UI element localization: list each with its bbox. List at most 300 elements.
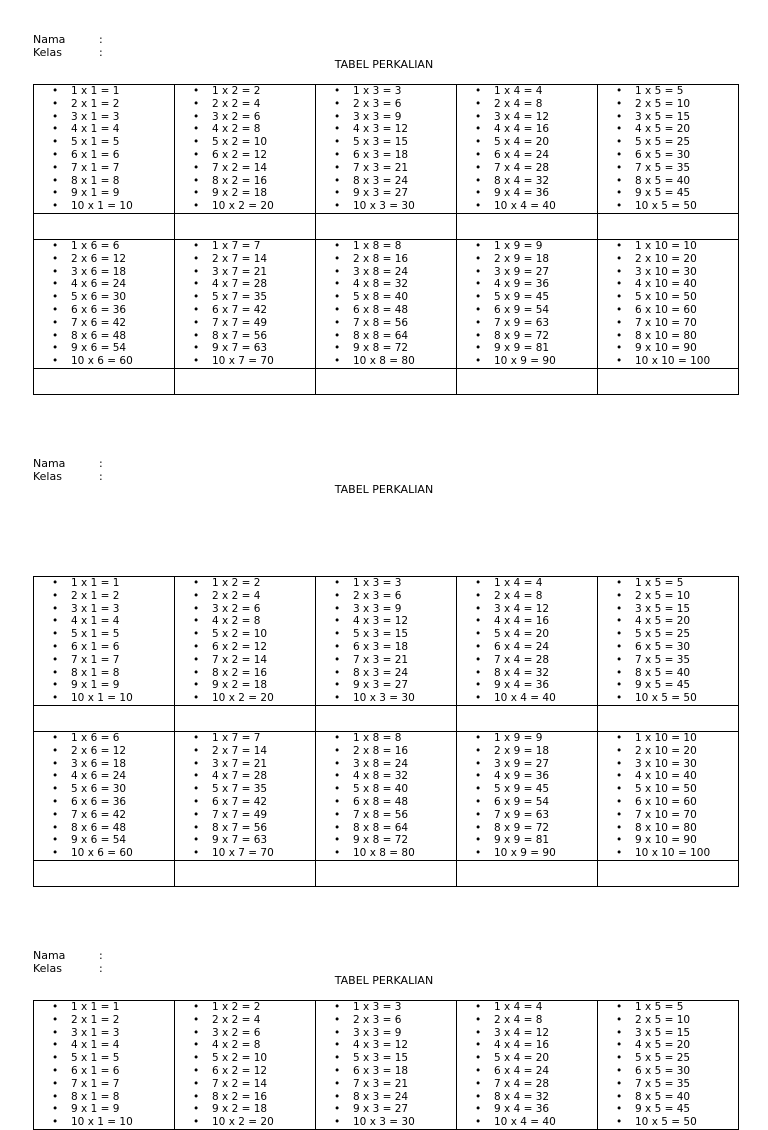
bullet-icon: • xyxy=(52,329,59,342)
bullet-icon: • xyxy=(334,252,341,265)
multiplication-fact: 5 x 8 = 40 xyxy=(353,783,409,796)
multiplication-list xyxy=(316,732,456,860)
column-x5 xyxy=(598,85,739,214)
multiplication-fact: 7 x 3 = 21 xyxy=(353,1077,409,1090)
multiplication-fact: 1 x 1 = 1 xyxy=(71,85,120,97)
bullet-icon: • xyxy=(334,187,341,200)
bullet-icon: • xyxy=(334,316,341,329)
list-item xyxy=(52,111,174,124)
list-item xyxy=(52,162,174,175)
bullet-icon: • xyxy=(193,355,200,368)
list-item xyxy=(616,615,738,628)
multiplication-fact: 8 x 1 = 8 xyxy=(71,1090,120,1103)
multiplication-fact: 9 x 4 = 36 xyxy=(494,679,550,692)
list-item xyxy=(334,770,456,783)
list-item xyxy=(475,355,597,368)
list-item xyxy=(193,200,315,213)
bullet-icon: • xyxy=(52,692,59,705)
blank-cell xyxy=(34,860,175,886)
multiplication-fact: 5 x 10 = 50 xyxy=(635,783,697,796)
bullet-icon: • xyxy=(52,355,59,368)
multiplication-table xyxy=(33,576,739,887)
multiplication-fact: 9 x 9 = 81 xyxy=(494,834,550,847)
list-item xyxy=(334,783,456,796)
bullet-icon: • xyxy=(52,589,59,602)
bullet-icon: • xyxy=(334,602,341,615)
multiplication-fact: 3 x 2 = 6 xyxy=(212,1026,261,1039)
multiplication-fact: 2 x 5 = 10 xyxy=(635,589,691,602)
multiplication-fact: 7 x 10 = 70 xyxy=(635,808,697,821)
multiplication-fact: 8 x 5 = 40 xyxy=(635,666,691,679)
bullet-icon: • xyxy=(475,136,482,149)
list-item xyxy=(475,98,597,111)
list-item xyxy=(616,175,738,188)
bullet-icon: • xyxy=(193,1001,200,1013)
class-label: Kelas xyxy=(33,470,62,483)
multiplication-fact: 4 x 2 = 8 xyxy=(212,1039,261,1052)
list-item xyxy=(334,809,456,822)
multiplication-fact: 6 x 7 = 42 xyxy=(212,795,268,808)
list-item xyxy=(475,1001,597,1014)
multiplication-fact: 2 x 7 = 14 xyxy=(212,744,268,757)
bullet-icon: • xyxy=(616,174,623,187)
list-item xyxy=(334,1027,456,1040)
list-item xyxy=(52,291,174,304)
bullet-icon: • xyxy=(52,757,59,770)
class-colon: : xyxy=(99,470,103,483)
list-item xyxy=(193,615,315,628)
multiplication-fact: 4 x 2 = 8 xyxy=(212,123,261,136)
list-item xyxy=(475,758,597,771)
list-item xyxy=(52,603,174,616)
list-item xyxy=(334,847,456,860)
multiplication-fact: 6 x 1 = 6 xyxy=(71,1064,120,1077)
list-item xyxy=(616,758,738,771)
blank-cell xyxy=(316,213,457,239)
multiplication-fact: 6 x 5 = 30 xyxy=(635,640,691,653)
list-item xyxy=(52,770,174,783)
bullet-icon: • xyxy=(616,303,623,316)
list-item xyxy=(334,822,456,835)
bullet-icon: • xyxy=(616,316,623,329)
bullet-icon: • xyxy=(52,653,59,666)
bullet-icon: • xyxy=(475,847,482,860)
bullet-icon: • xyxy=(475,85,482,97)
list-item xyxy=(334,253,456,266)
multiplication-fact: 7 x 7 = 49 xyxy=(212,316,268,329)
multiplication-fact: 10 x 1 = 10 xyxy=(71,692,133,705)
list-item xyxy=(334,1116,456,1129)
bullet-icon: • xyxy=(193,200,200,213)
list-item xyxy=(334,1078,456,1091)
bullet-icon: • xyxy=(475,329,482,342)
multiplication-fact: 10 x 3 = 30 xyxy=(353,200,415,213)
list-item xyxy=(334,834,456,847)
bullet-icon: • xyxy=(616,1103,623,1116)
bullet-icon: • xyxy=(52,123,59,136)
list-item xyxy=(334,758,456,771)
bullet-icon: • xyxy=(52,265,59,278)
multiplication-fact: 6 x 4 = 24 xyxy=(494,1064,550,1077)
multiplication-fact: 10 x 7 = 70 xyxy=(212,355,274,368)
multiplication-fact: 4 x 6 = 24 xyxy=(71,278,127,291)
list-item xyxy=(52,123,174,136)
blank-cell xyxy=(598,705,739,731)
list-item xyxy=(475,1014,597,1027)
bullet-icon: • xyxy=(475,291,482,304)
list-item xyxy=(616,355,738,368)
list-item xyxy=(193,822,315,835)
multiplication-fact: 4 x 1 = 4 xyxy=(71,1039,120,1052)
multiplication-list xyxy=(457,577,597,705)
multiplication-fact: 9 x 8 = 72 xyxy=(353,834,409,847)
multiplication-fact: 10 x 3 = 30 xyxy=(353,1116,415,1129)
bullet-icon: • xyxy=(52,1052,59,1065)
bullet-icon: • xyxy=(334,783,341,796)
class-line xyxy=(33,470,103,483)
list-item xyxy=(52,1065,174,1078)
list-item xyxy=(52,577,174,590)
list-item xyxy=(616,590,738,603)
bullet-icon: • xyxy=(334,640,341,653)
list-item xyxy=(616,796,738,809)
multiplication-fact: 10 x 8 = 80 xyxy=(353,847,415,860)
list-item xyxy=(616,291,738,304)
list-item xyxy=(475,187,597,200)
bullet-icon: • xyxy=(616,329,623,342)
bullet-icon: • xyxy=(334,200,341,213)
list-item xyxy=(475,1091,597,1104)
multiplication-fact: 3 x 5 = 15 xyxy=(635,602,691,615)
bullet-icon: • xyxy=(193,316,200,329)
multiplication-fact: 8 x 8 = 64 xyxy=(353,329,409,342)
bullet-icon: • xyxy=(616,85,623,97)
bullet-icon: • xyxy=(52,136,59,149)
bullet-icon: • xyxy=(52,770,59,783)
multiplication-fact: 8 x 5 = 40 xyxy=(635,174,691,187)
bullet-icon: • xyxy=(616,770,623,783)
multiplication-fact: 3 x 1 = 3 xyxy=(71,1026,120,1039)
bullet-icon: • xyxy=(334,291,341,304)
name-line xyxy=(33,33,103,46)
list-item xyxy=(334,162,456,175)
list-item xyxy=(334,577,456,590)
bullet-icon: • xyxy=(475,1001,482,1013)
bullet-icon: • xyxy=(52,731,59,744)
list-item xyxy=(475,304,597,317)
multiplication-fact: 2 x 9 = 18 xyxy=(494,744,550,757)
blank-row xyxy=(34,213,739,239)
bullet-icon: • xyxy=(193,1013,200,1026)
multiplication-fact: 2 x 10 = 20 xyxy=(635,744,697,757)
multiplication-list xyxy=(34,1001,174,1129)
bullet-icon: • xyxy=(475,110,482,123)
list-item xyxy=(616,641,738,654)
multiplication-fact: 5 x 3 = 15 xyxy=(353,136,409,149)
multiplication-fact: 7 x 4 = 28 xyxy=(494,653,550,666)
bullet-icon: • xyxy=(52,97,59,110)
multiplication-fact: 2 x 5 = 10 xyxy=(635,97,691,110)
bullet-icon: • xyxy=(475,123,482,136)
bullet-icon: • xyxy=(193,1052,200,1065)
list-item xyxy=(193,1116,315,1129)
list-item xyxy=(475,667,597,680)
multiplication-fact: 2 x 3 = 6 xyxy=(353,97,402,110)
multiplication-fact: 9 x 2 = 18 xyxy=(212,1103,268,1116)
list-item xyxy=(52,317,174,330)
bullet-icon: • xyxy=(616,615,623,628)
multiplication-fact: 1 x 2 = 2 xyxy=(212,1001,261,1013)
multiplication-fact: 7 x 1 = 7 xyxy=(71,653,120,666)
multiplication-fact: 5 x 6 = 30 xyxy=(71,783,127,796)
bullet-icon: • xyxy=(334,329,341,342)
list-item xyxy=(334,679,456,692)
multiplication-list xyxy=(457,1001,597,1129)
list-item xyxy=(616,1091,738,1104)
list-item xyxy=(616,200,738,213)
bullet-icon: • xyxy=(616,342,623,355)
multiplication-fact: 3 x 4 = 12 xyxy=(494,110,550,123)
multiplication-list xyxy=(34,577,174,705)
bullet-icon: • xyxy=(616,252,623,265)
multiplication-fact: 7 x 1 = 7 xyxy=(71,1077,120,1090)
multiplication-fact: 9 x 7 = 63 xyxy=(212,834,268,847)
bullet-icon: • xyxy=(52,744,59,757)
multiplication-fact: 8 x 2 = 16 xyxy=(212,1090,268,1103)
blank-cell xyxy=(175,368,316,394)
list-item xyxy=(193,355,315,368)
bullet-icon: • xyxy=(616,653,623,666)
multiplication-fact: 2 x 1 = 2 xyxy=(71,97,120,110)
list-item xyxy=(193,745,315,758)
bullet-icon: • xyxy=(193,679,200,692)
list-item xyxy=(475,615,597,628)
list-item xyxy=(193,628,315,641)
blank-cell xyxy=(457,705,598,731)
list-item xyxy=(334,175,456,188)
name-label: Nama xyxy=(33,33,66,46)
multiplication-fact: 6 x 10 = 60 xyxy=(635,795,697,808)
list-item xyxy=(616,745,738,758)
multiplication-fact: 4 x 3 = 12 xyxy=(353,615,409,628)
column-x4 xyxy=(457,577,598,706)
multiplication-fact: 7 x 6 = 42 xyxy=(71,316,127,329)
multiplication-fact: 6 x 7 = 42 xyxy=(212,303,268,316)
bullet-icon: • xyxy=(193,265,200,278)
multiplication-fact: 9 x 6 = 54 xyxy=(71,834,127,847)
bullet-icon: • xyxy=(475,744,482,757)
list-item xyxy=(616,1014,738,1027)
list-item xyxy=(193,1027,315,1040)
list-item xyxy=(193,809,315,822)
list-item xyxy=(193,758,315,771)
list-item xyxy=(193,149,315,162)
multiplication-fact: 1 x 8 = 8 xyxy=(353,731,402,744)
bullet-icon: • xyxy=(334,1064,341,1077)
list-item xyxy=(52,679,174,692)
list-item xyxy=(52,266,174,279)
list-item xyxy=(616,1001,738,1014)
bullet-icon: • xyxy=(334,1090,341,1103)
list-item xyxy=(475,85,597,98)
list-item xyxy=(616,111,738,124)
multiplication-fact: 9 x 8 = 72 xyxy=(353,342,409,355)
list-item xyxy=(193,732,315,745)
multiplication-fact: 3 x 2 = 6 xyxy=(212,602,261,615)
list-item xyxy=(475,111,597,124)
name-colon: : xyxy=(99,33,103,46)
multiplication-fact: 10 x 5 = 50 xyxy=(635,1116,697,1129)
multiplication-fact: 5 x 5 = 25 xyxy=(635,628,691,641)
multiplication-fact: 7 x 4 = 28 xyxy=(494,1077,550,1090)
multiplication-fact: 9 x 3 = 27 xyxy=(353,679,409,692)
bullet-icon: • xyxy=(193,770,200,783)
multiplication-fact: 1 x 6 = 6 xyxy=(71,239,120,252)
multiplication-fact: 4 x 5 = 20 xyxy=(635,123,691,136)
multiplication-fact: 4 x 10 = 40 xyxy=(635,278,697,291)
multiplication-table xyxy=(33,1000,739,1130)
bullet-icon: • xyxy=(616,123,623,136)
list-item xyxy=(52,240,174,253)
bullet-icon: • xyxy=(334,744,341,757)
bullet-icon: • xyxy=(52,316,59,329)
bullet-icon: • xyxy=(334,577,341,589)
list-item xyxy=(475,641,597,654)
column-x9 xyxy=(457,731,598,860)
bullet-icon: • xyxy=(52,278,59,291)
bullet-icon: • xyxy=(616,783,623,796)
list-item xyxy=(616,187,738,200)
list-item xyxy=(52,758,174,771)
multiplication-fact: 6 x 2 = 12 xyxy=(212,148,268,161)
bullet-icon: • xyxy=(616,110,623,123)
list-item xyxy=(193,1052,315,1065)
blank-cell xyxy=(34,705,175,731)
list-item xyxy=(616,149,738,162)
bullet-icon: • xyxy=(334,1077,341,1090)
bullet-icon: • xyxy=(52,187,59,200)
list-item xyxy=(616,136,738,149)
blank-cell xyxy=(316,368,457,394)
multiplication-fact: 8 x 7 = 56 xyxy=(212,329,268,342)
multiplication-list xyxy=(175,577,315,705)
multiplication-fact: 1 x 4 = 4 xyxy=(494,577,543,589)
list-item xyxy=(193,1078,315,1091)
bullet-icon: • xyxy=(616,1090,623,1103)
bullet-icon: • xyxy=(193,329,200,342)
bullet-icon: • xyxy=(616,640,623,653)
list-item xyxy=(52,200,174,213)
multiplication-fact: 2 x 3 = 6 xyxy=(353,589,402,602)
bullet-icon: • xyxy=(616,628,623,641)
list-item xyxy=(334,123,456,136)
multiplication-fact: 10 x 1 = 10 xyxy=(71,1116,133,1129)
list-item xyxy=(475,1065,597,1078)
list-item xyxy=(475,1027,597,1040)
column-x3 xyxy=(316,1001,457,1130)
bullet-icon: • xyxy=(616,1039,623,1052)
multiplication-fact: 1 x 2 = 2 xyxy=(212,577,261,589)
list-item xyxy=(475,1078,597,1091)
list-item xyxy=(52,615,174,628)
list-item xyxy=(334,667,456,680)
multiplication-fact: 3 x 3 = 9 xyxy=(353,110,402,123)
multiplication-list xyxy=(598,732,738,860)
multiplication-fact: 1 x 4 = 4 xyxy=(494,85,543,97)
list-item xyxy=(475,1103,597,1116)
list-item xyxy=(193,291,315,304)
multiplication-fact: 1 x 8 = 8 xyxy=(353,239,402,252)
bullet-icon: • xyxy=(52,628,59,641)
bullet-icon: • xyxy=(475,252,482,265)
list-item xyxy=(193,317,315,330)
bullet-icon: • xyxy=(475,679,482,692)
multiplication-fact: 2 x 6 = 12 xyxy=(71,252,127,265)
list-item xyxy=(475,834,597,847)
list-item xyxy=(616,304,738,317)
bullet-icon: • xyxy=(616,1116,623,1129)
bullet-icon: • xyxy=(475,1039,482,1052)
list-item xyxy=(52,304,174,317)
multiplication-fact: 1 x 3 = 3 xyxy=(353,577,402,589)
blank-cell xyxy=(316,860,457,886)
multiplication-fact: 3 x 6 = 18 xyxy=(71,757,127,770)
multiplication-fact: 9 x 6 = 54 xyxy=(71,342,127,355)
multiplication-fact: 5 x 7 = 35 xyxy=(212,291,268,304)
multiplication-fact: 4 x 8 = 32 xyxy=(353,278,409,291)
list-item xyxy=(334,149,456,162)
multiplication-fact: 4 x 5 = 20 xyxy=(635,1039,691,1052)
list-item xyxy=(334,240,456,253)
multiplication-fact: 5 x 8 = 40 xyxy=(353,291,409,304)
bullet-icon: • xyxy=(616,136,623,149)
bullet-icon: • xyxy=(334,1026,341,1039)
name-colon: : xyxy=(99,457,103,470)
multiplication-fact: 1 x 4 = 4 xyxy=(494,1001,543,1013)
list-item xyxy=(52,834,174,847)
list-item xyxy=(475,1039,597,1052)
multiplication-fact: 10 x 5 = 50 xyxy=(635,200,697,213)
bullet-icon: • xyxy=(616,291,623,304)
list-item xyxy=(193,240,315,253)
list-item xyxy=(475,123,597,136)
multiplication-fact: 6 x 4 = 24 xyxy=(494,640,550,653)
bullet-icon: • xyxy=(475,1064,482,1077)
multiplication-list xyxy=(175,1001,315,1129)
multiplication-fact: 6 x 5 = 30 xyxy=(635,1064,691,1077)
list-item xyxy=(475,603,597,616)
bullet-icon: • xyxy=(193,252,200,265)
bullet-icon: • xyxy=(193,834,200,847)
list-item xyxy=(193,136,315,149)
bullet-icon: • xyxy=(52,291,59,304)
list-item xyxy=(193,1091,315,1104)
list-item xyxy=(52,149,174,162)
bullet-icon: • xyxy=(616,731,623,744)
multiplication-list xyxy=(34,85,174,213)
multiplication-fact: 3 x 9 = 27 xyxy=(494,757,550,770)
list-item xyxy=(193,266,315,279)
multiplication-fact: 4 x 2 = 8 xyxy=(212,615,261,628)
multiplication-fact: 10 x 10 = 100 xyxy=(635,847,711,860)
list-item xyxy=(52,745,174,758)
list-item xyxy=(193,1065,315,1078)
multiplication-fact: 9 x 9 = 81 xyxy=(494,342,550,355)
column-x3 xyxy=(316,577,457,706)
multiplication-list xyxy=(598,577,738,705)
multiplication-fact: 5 x 2 = 10 xyxy=(212,136,268,149)
column-x5 xyxy=(598,1001,739,1130)
